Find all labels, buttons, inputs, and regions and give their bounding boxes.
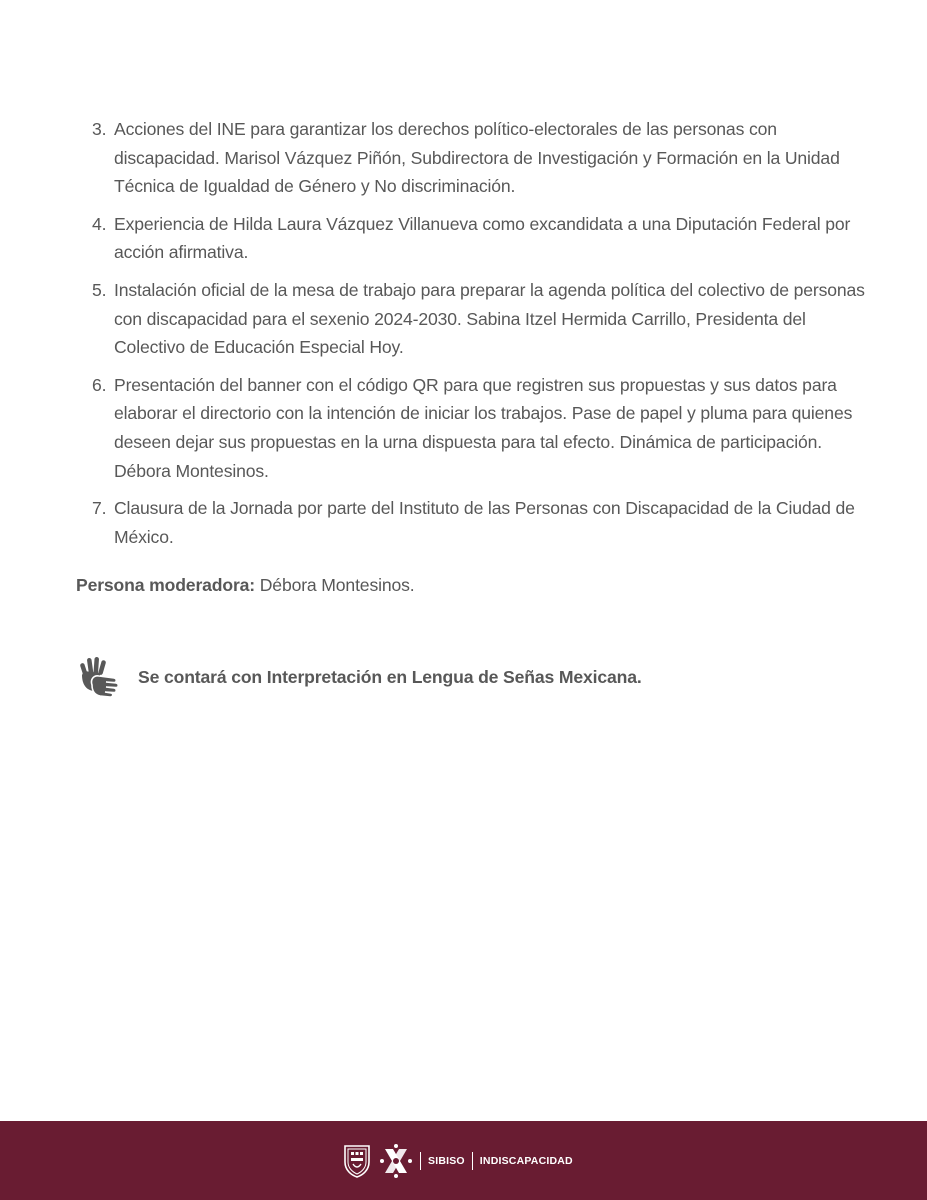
agenda-item [92,210,874,267]
agenda-item-text: Instalación oficial de la mesa de trabajo para preparar la agenda política del colectivo de personas con discapacidad para el sexenio 2024-2030. Sabina Itzel Hermida Carrillo, Presidenta del Colectivo de Educación Especial Hoy. [114,279,865,358]
agenda-item-number: 5. [92,279,107,300]
agenda-item-text: Acciones del INE para garantizar los derechos político-electorales de las personas con discapacidad. Marisol Vázquez Piñón, Subdirectora de Investigación y Formación en la Unidad Técnica de Igualdad de Género y No discriminación. [114,119,840,197]
footer-logos [343,1143,573,1179]
agenda-item-text: Presentación del banner con el código QR para que registren sus propuestas y sus datos para elaborar el directorio con la intención de iniciar los trabajos. Pase de papel y pluma para quienes deseen dejar sus propuestas en la urna dispuesta para tal efecto. Dinámica de participación. Débora Montesinos. [114,374,853,481]
agenda-item-number: 4. [92,213,107,234]
agenda-item-number: 6. [92,374,107,395]
moderator-name: Débora Montesinos. [255,575,415,595]
moderator-line [76,571,415,599]
agenda-item [92,115,874,201]
footer-org-indiscapacidad: INDISCAPACIDAD [479,1155,573,1167]
agenda-item [92,276,874,362]
agenda-item [92,371,874,485]
footer-separator [472,1152,473,1170]
agenda-item-number: 3. [92,119,107,139]
footer-bar [0,1121,927,1200]
sign-language-note [78,654,642,700]
agenda-item-text: Experiencia de Hilda Laura Vázquez Villanueva como excandidata a una Diputación Federal por acción afirmativa. [114,213,851,263]
footer-org-sibiso: SIBISO [428,1155,465,1167]
moderator-label: Persona moderadora: [76,575,256,595]
agenda-list [92,115,874,560]
sign-language-text: Se contará con Interpretación en Lengua de Señas Mexicana. [138,666,642,687]
footer-separator [420,1152,421,1170]
cdmx-emblem-icon [379,1143,413,1179]
agenda-item-text: Clausura de la Jornada por parte del Instituto de las Personas con Discapacidad de la Ciudad de México. [114,498,855,547]
cdmx-shield-icon [343,1144,371,1178]
sign-language-icon [78,655,120,699]
agenda-item-number: 7. [92,498,107,519]
agenda-item [92,494,874,551]
